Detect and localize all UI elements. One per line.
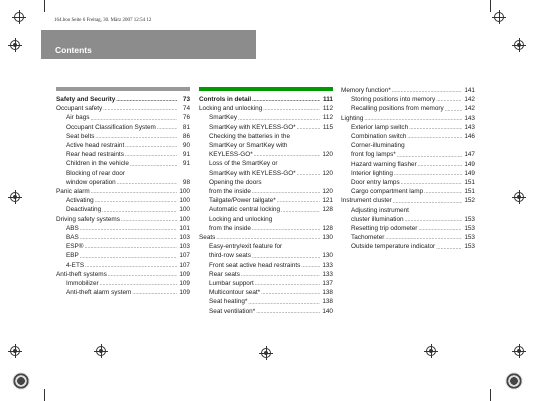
toc-leader-dots [394,170,462,178]
registration-mark-icon [12,10,26,24]
toc-entry-page: 143 [464,114,475,122]
toc-entry [199,196,333,205]
toc-entry-label: Children in the vehicle [66,160,129,168]
toc-entry [199,159,333,168]
toc-entry [199,224,333,233]
toc-leader-dots [392,87,462,95]
toc-entry-label: Seat ventilation* [209,307,256,315]
toc-entry [341,95,475,104]
toc-entry [199,251,333,260]
color-target-icon [12,372,30,390]
toc-leader-dots [85,262,177,270]
toc-entry-label: Locking and unlocking [199,105,263,113]
toc-entry-page: 100 [179,197,190,205]
toc-leader-dots [252,225,320,233]
toc-leader-dots [91,188,177,196]
toc-entry-label: from the inside [209,224,251,232]
toc-entry [199,242,333,251]
toc-entry [341,86,475,95]
toc-entry-page: 115 [322,123,333,131]
toc-entry [56,224,190,233]
toc-entry-label: Outside temperature indicator [351,243,436,251]
toc-entry-label: Activating [66,197,94,205]
toc-entry [56,159,190,168]
toc-entry [199,261,333,270]
toc-leader-dots [100,280,177,288]
toc-entry-page: 152 [464,197,475,205]
toc-leader-dots [130,161,177,169]
toc-entry-label: Exterior lamp switch [351,123,409,131]
toc-entry-label: Locking and unlocking [209,215,273,223]
file-header: 164.boo Seite 6 Freitag, 30. März 2007 12:54 12 [54,18,152,23]
toc-entry-label: Driving safety systems [56,215,120,223]
toc-entry-page: 141 [464,87,475,94]
toc-entry-label: SmartKey or SmartKey with [209,142,288,150]
toc-entry-label: Storing positions into memory [351,96,436,104]
toc-entry [56,233,190,242]
toc-leader-dots [90,115,177,123]
toc-leader-dots [393,198,462,206]
toc-leader-dots [241,271,320,279]
toc-entry-label: Easy-entry/exit feature for [209,243,283,251]
toc-entry [341,114,475,123]
toc-leader-dots [301,262,320,270]
toc-leader-dots [95,197,177,205]
trim-mark [44,0,45,12]
toc-leader-dots [116,96,177,104]
toc-entry-label: Instrument cluster [341,197,392,205]
title-bar [41,30,256,59]
toc-entry-page: 111 [323,96,333,103]
toc-entry [199,307,333,316]
toc-entry-label: third-row seats [209,252,251,260]
trim-mark [44,389,45,401]
toc-entry-page: 73 [182,96,190,103]
toc-entry [199,178,333,187]
toc-entry-label: Front seat active head restraints [209,261,301,269]
toc-entry [341,224,475,233]
registration-mark-icon [492,10,506,24]
toc-entry-label: Rear seats [209,270,240,278]
toc-entry-page: 91 [182,151,190,159]
toc-leader-dots [125,151,177,159]
toc-leader-dots [85,243,178,251]
toc-entry [199,233,333,242]
toc-entry-page: 81 [182,123,190,131]
registration-mark-icon [424,344,438,358]
toc-entry-page: 76 [182,114,190,122]
toc-entry-label: 4-ETS [66,261,85,269]
toc-entry [341,206,475,215]
trim-mark [490,389,491,401]
toc-entry-page: 109 [179,280,190,288]
toc-leader-dots [108,271,177,279]
toc-entry-page: 137 [322,280,333,288]
toc-leader-dots [80,253,177,261]
toc-entry-label: Rear head restraints [66,151,124,159]
color-target-icon [505,372,523,390]
toc-entry [341,104,475,113]
toc-entry-page: 121 [322,197,333,205]
toc-entry [199,95,333,104]
toc-entry-page: 74 [182,105,190,113]
toc-leader-dots [255,280,320,288]
toc-entry-label: Seats [199,234,216,242]
toc-leader-dots [80,234,177,242]
toc-entry [341,150,475,159]
toc-entry-page: 103 [179,243,190,251]
toc-entry-page: 100 [179,215,190,223]
toc-leader-dots [103,105,177,113]
toc-entry-label: window operation [66,178,116,186]
toc-entry [199,215,333,224]
toc-leader-dots [238,115,320,123]
toc-leader-dots [248,299,320,307]
toc-entry-page: 153 [464,243,475,251]
toc-entry-label: from the inside [209,188,251,196]
toc-entry [56,205,190,214]
toc-leader-dots [364,115,462,123]
toc-entry-page: 153 [464,225,475,233]
toc-entry-label: Occupant Classification System [66,123,156,131]
toc-entry-label: Deactivating [66,206,102,214]
toc-entry-page: 146 [464,133,475,141]
toc-entry-page: 140 [322,307,333,315]
toc-leader-dots [157,124,177,132]
toc-entry-label: Adjusting instrument [351,206,409,214]
toc-entry-page: 142 [464,96,475,104]
toc-entry [56,169,190,178]
toc-leader-dots [132,289,177,297]
toc-entry [341,187,475,196]
toc-leader-dots [261,289,320,297]
toc-entry-label: Corner-illuminating [351,142,405,150]
toc-entry [56,242,190,251]
toc-entry [56,288,190,297]
toc-entry-page: 130 [322,234,333,242]
toc-leader-dots [254,151,320,159]
toc-entry-page: 147 [464,151,475,159]
toc-entry-page: 107 [179,261,190,269]
toc-entry [56,187,190,196]
toc-leader-dots [409,124,462,132]
toc-entry-page: 120 [322,151,333,159]
toc-entry-label: Loss of the SmartKey or [209,160,278,168]
toc-entry-page: 100 [179,206,190,214]
toc-entry-page: 86 [182,132,190,140]
toc-leader-dots [436,244,462,252]
toc-leader-dots [436,96,462,104]
toc-entry [199,270,333,279]
toc-leader-dots [252,188,320,196]
toc-column-3 [341,86,475,252]
toc-entry-label: Memory function* [341,87,391,94]
toc-column-1 [56,87,190,297]
toc-entry [341,132,475,141]
toc-entry [199,187,333,196]
registration-mark-icon [259,346,273,360]
toc-entry [341,196,475,205]
toc-entry-label: BAS [66,234,79,242]
toc-entry-label: Tachometer [351,234,385,242]
toc-leader-dots [418,225,462,233]
toc-entry-page: 98 [182,178,190,186]
toc-entry-label: ABS [66,224,79,232]
toc-entry-label: Interior lighting [351,169,393,177]
toc-entry-label: Multicontour seat* [209,289,261,297]
toc-entry-page: 151 [464,188,475,196]
toc-entry-label: Resetting trip odometer [351,225,418,233]
registration-mark-icon [512,344,526,358]
toc-leader-dots [95,133,177,141]
toc-leader-dots [252,253,320,261]
toc-entry-label: Anti-theft alarm system [66,289,132,297]
toc-entry-label: KEYLESS-GO* [209,151,253,159]
toc-entry-label: Anti-theft systems [56,270,107,278]
column-rule [56,87,190,91]
toc-entry-page: 143 [464,123,475,131]
toc-entry [199,150,333,159]
toc-entry-page: 91 [182,160,190,168]
toc-entry-label: EBP [66,252,79,260]
toc-entry [199,132,333,141]
registration-mark-icon [94,344,108,358]
toc-entry-page: 133 [322,270,333,278]
toc-entry [199,297,333,306]
toc-entry-page: 130 [322,252,333,260]
toc-entry-label: Door entry lamps [351,179,400,187]
toc-entry-label: Hazard warning flasher [351,160,417,168]
toc-entry-page: 120 [322,169,333,177]
toc-entry [56,113,190,122]
toc-entry [56,261,190,270]
toc-entry-label: Combination switch [351,133,407,141]
toc-leader-dots [252,96,320,104]
toc-entry-label: Checking the batteries in the [209,132,290,140]
toc-entry-page: 103 [179,234,190,242]
toc-entry-label: Recalling positions from memory [351,105,444,113]
toc-entry-page: 138 [322,298,333,306]
toc-leader-dots [445,106,462,114]
toc-entry-page: 100 [179,188,190,196]
toc-leader-dots [277,197,320,205]
toc-entry-label: Cargo compartment lamp [351,188,424,196]
toc-entry-label: Seat heating* [209,298,248,306]
toc-entry-page: 109 [179,270,190,278]
toc-entry-page: 107 [179,252,190,260]
toc-leader-dots [297,170,320,178]
page-title: Contents [55,45,92,55]
toc-entry-page: 112 [322,114,333,122]
toc-entry [199,205,333,214]
toc-entry [199,123,333,132]
toc-entry-label: Safety and Security [56,96,116,103]
toc-entry [199,279,333,288]
registration-mark-icon [512,38,526,52]
toc-leader-dots [401,179,462,187]
toc-entry [199,288,333,297]
toc-entry [341,141,475,150]
trim-mark [490,0,491,12]
toc-entry-label: Opening the doors [209,178,262,186]
registration-mark-icon [8,344,22,358]
toc-leader-dots [121,216,177,224]
registration-mark-icon [512,190,526,204]
toc-leader-dots [297,124,320,132]
toc-entry-label: SmartKey with KEYLESS-GO* [209,169,296,177]
toc-entry [199,104,333,113]
toc-entry-label: cluster illumination [351,215,404,223]
toc-entry-label: ESP® [66,243,84,251]
toc-entry-label: Seat belts [66,132,95,140]
toc-entry-page: 153 [464,234,475,242]
toc-entry-page: 138 [322,289,333,297]
toc-entry [56,95,190,104]
toc-entry [341,123,475,132]
toc-leader-dots [263,105,320,113]
registration-mark-icon [8,38,22,52]
toc-entry-page: 109 [179,289,190,297]
toc-leader-dots [385,234,462,242]
toc-entry [56,196,190,205]
toc-entry [199,113,333,122]
toc-entry-page: 128 [322,224,333,232]
toc-entry-page: 128 [322,206,333,214]
toc-column-2 [199,87,333,316]
column-rule [199,87,333,91]
toc-entry-label: Occupant safety [56,105,103,113]
toc-entry-label: SmartKey with KEYLESS-GO* [209,123,296,131]
toc-entry-label: Tailgate/Power tailgate* [209,197,276,205]
toc-entry-label: Controls in detail [199,96,252,103]
toc-entry-label: Lumbar support [209,280,254,288]
toc-leader-dots [102,207,177,215]
toc-entry-label: Blocking of rear door [66,169,125,177]
toc-leader-dots [281,207,320,215]
toc-entry [56,178,190,187]
toc-entry-label: Automatic central locking [209,206,281,214]
toc-entry [341,233,475,242]
toc-entry-label: SmartKey [209,114,238,122]
toc-entry [56,150,190,159]
toc-leader-dots [397,152,462,160]
toc-leader-dots [424,188,462,196]
toc-entry [341,178,475,187]
toc-entry [56,279,190,288]
toc-entry [56,132,190,141]
toc-entry [56,215,190,224]
toc-entry [341,160,475,169]
toc-entry-page: 153 [464,215,475,223]
toc-entry [56,141,190,150]
toc-entry-page: 149 [464,169,475,177]
toc-entry [56,104,190,113]
toc-leader-dots [216,234,320,242]
toc-entry [341,169,475,178]
toc-leader-dots [418,161,462,169]
toc-entry-page: 101 [179,224,190,232]
toc-entry-label: Air bags [66,114,90,122]
toc-entry-label: Panic alarm [56,188,90,196]
toc-leader-dots [256,308,320,316]
toc-entry-page: 90 [182,142,190,150]
toc-entry-label: Active head restraint [66,142,125,150]
toc-entry-page: 133 [322,261,333,269]
toc-leader-dots [125,142,177,150]
toc-entry-page: 151 [464,179,475,187]
toc-entry-label: Immobilizer [66,280,99,288]
toc-entry-label: front fog lamps* [351,151,396,159]
toc-entry [341,215,475,224]
toc-leader-dots [117,179,177,187]
toc-entry-page: 112 [322,105,333,113]
toc-leader-dots [407,133,462,141]
toc-leader-dots [80,225,177,233]
toc-entry [56,123,190,132]
toc-entry-page: 142 [464,105,475,113]
toc-entry [199,141,333,150]
toc-entry [341,242,475,251]
toc-leader-dots [405,216,462,224]
toc-entry [56,251,190,260]
registration-mark-icon [8,190,22,204]
toc-entry-page: 120 [322,188,333,196]
toc-entry [56,270,190,279]
toc-entry-page: 149 [464,160,475,168]
toc-entry-label: Lighting [341,114,364,122]
toc-entry [199,169,333,178]
